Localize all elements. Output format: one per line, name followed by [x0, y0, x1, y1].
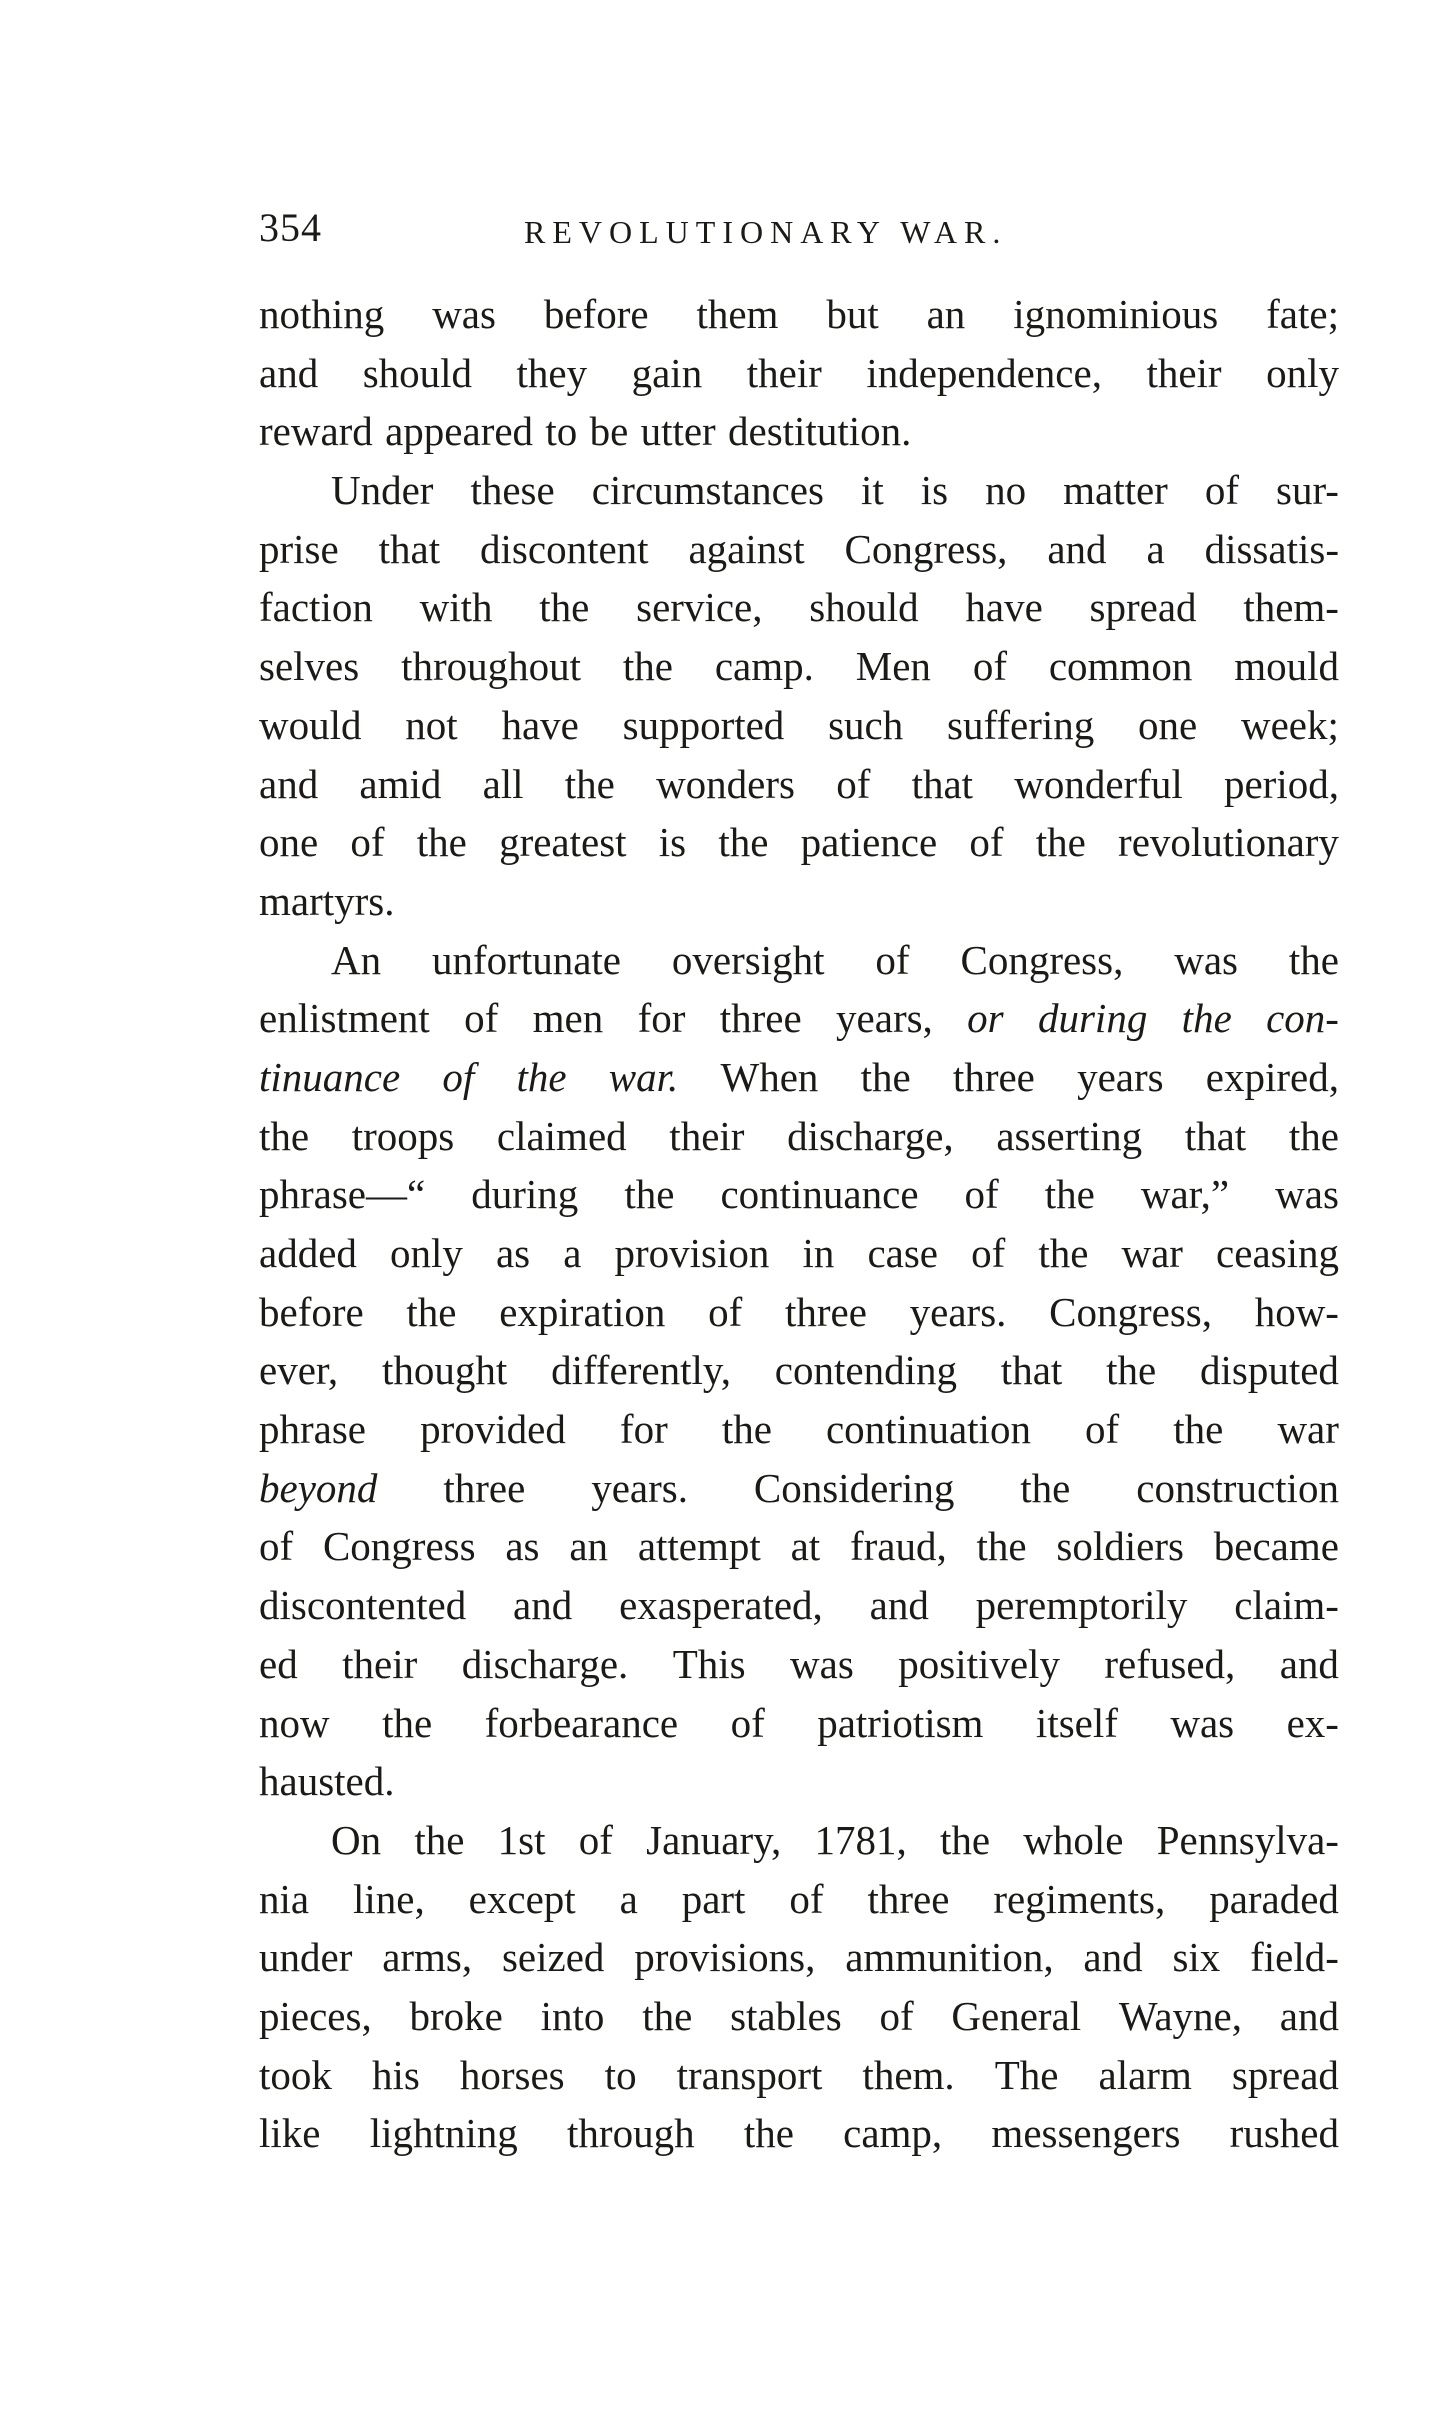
word: the — [1106, 1347, 1157, 1394]
word: wonders — [656, 760, 795, 807]
word: the — [564, 760, 615, 807]
italic-word: war. — [608, 1053, 679, 1100]
word: of — [1204, 467, 1239, 514]
text-line — [259, 696, 1339, 755]
word: of — [875, 936, 910, 983]
word: transport — [676, 2051, 823, 2098]
page-number: 354 — [259, 205, 322, 250]
word: claim- — [1234, 1582, 1339, 1629]
word: of — [964, 1171, 999, 1218]
word: attempt — [637, 1523, 761, 1570]
word: in — [802, 1230, 835, 1276]
word: their — [746, 349, 822, 396]
word: part — [681, 1875, 746, 1922]
word: at — [790, 1523, 821, 1570]
word: the — [1020, 1464, 1071, 1511]
word: of — [464, 995, 499, 1042]
text-line — [259, 1400, 1339, 1459]
word: that — [911, 760, 974, 807]
word: as — [495, 1230, 531, 1276]
word: men — [532, 995, 604, 1042]
word: should — [362, 349, 473, 396]
word: suffering — [947, 701, 1095, 748]
italic-word: or — [967, 995, 1004, 1042]
word: not — [405, 701, 458, 748]
word: ever, — [259, 1347, 339, 1394]
word: arms, — [382, 1934, 473, 1981]
word: six — [1172, 1934, 1221, 1981]
word: is — [658, 819, 687, 866]
text-line — [259, 1752, 1339, 1811]
word: the — [642, 1992, 693, 2039]
word: ammunition, — [845, 1934, 1054, 1981]
word: Men — [855, 643, 931, 690]
text-line — [259, 2104, 1339, 2163]
word: nia — [259, 1875, 310, 1922]
word: into — [540, 1992, 605, 2039]
word: reward — [259, 408, 373, 455]
word: now — [259, 1699, 330, 1746]
word: sur- — [1276, 467, 1339, 514]
word: of — [836, 760, 871, 807]
page-header — [259, 198, 1339, 258]
word: three — [867, 1875, 950, 1922]
word: asserting — [996, 1112, 1143, 1159]
word: exasperated, — [619, 1582, 823, 1629]
word: gain — [631, 349, 703, 396]
word: of — [730, 1699, 765, 1746]
word: thought — [381, 1347, 508, 1394]
word: the — [721, 1406, 772, 1453]
italic-word: the — [1181, 995, 1232, 1042]
word: period, — [1223, 760, 1339, 807]
word: of — [879, 1992, 914, 2039]
word: stables — [730, 1992, 842, 2039]
word: phrase — [259, 1406, 367, 1453]
word: the — [743, 2110, 794, 2157]
italic-word: con- — [1266, 995, 1339, 1042]
word: throughout — [401, 643, 582, 690]
word: itself — [1035, 1699, 1118, 1746]
word: an — [569, 1523, 609, 1570]
word: camp. — [714, 643, 814, 690]
word: of — [578, 1816, 613, 1863]
word: of — [350, 819, 385, 866]
word: pieces, — [259, 1992, 372, 2039]
text-line — [259, 461, 1339, 520]
word: fate; — [1266, 291, 1339, 337]
word: to — [604, 2051, 637, 2098]
text-line — [259, 637, 1339, 696]
text-line — [259, 1576, 1339, 1635]
word: supported — [622, 701, 785, 748]
italic-word: tinuance — [259, 1053, 401, 1100]
text-line — [259, 1107, 1339, 1166]
text-line — [259, 1811, 1339, 1870]
text-line — [259, 1459, 1339, 1518]
word: discontent — [480, 525, 649, 572]
text-line — [259, 344, 1339, 403]
word: mould — [1234, 643, 1339, 690]
word: claimed — [496, 1112, 627, 1159]
word: Considering — [753, 1464, 955, 1511]
word: patience — [800, 819, 938, 866]
word: their — [342, 1640, 418, 1687]
word: continuation — [825, 1406, 1031, 1453]
word: would — [259, 701, 362, 748]
word: appeared — [385, 408, 534, 455]
word: three — [719, 995, 802, 1042]
word: spread — [1231, 2051, 1339, 2098]
word: discharge, — [787, 1112, 954, 1159]
italic-word: during — [1037, 995, 1148, 1042]
word: ex- — [1286, 1699, 1339, 1746]
word: prise — [259, 525, 339, 572]
word: revolutionary — [1118, 819, 1339, 866]
word: forbearance — [484, 1699, 679, 1746]
word: provision — [614, 1230, 770, 1276]
word: nothing — [259, 291, 385, 337]
word: paraded — [1209, 1875, 1339, 1922]
word: the — [1173, 1406, 1224, 1453]
word: the — [1044, 1171, 1095, 1218]
word: these — [470, 467, 555, 514]
text-line — [259, 1517, 1339, 1576]
word: how- — [1254, 1288, 1339, 1335]
word: the — [1038, 1230, 1089, 1276]
text-line — [259, 1048, 1339, 1107]
word: against — [688, 525, 805, 572]
word: was — [790, 1640, 854, 1687]
word: When — [720, 1053, 819, 1100]
word: hausted. — [259, 1758, 395, 1805]
word: patriotism — [817, 1699, 984, 1746]
word: war — [1121, 1230, 1183, 1276]
word: January, — [646, 1816, 782, 1863]
word: before — [259, 1288, 364, 1335]
word: This — [672, 1640, 746, 1687]
word: seized — [501, 1934, 605, 1981]
word: Under — [331, 467, 434, 514]
text-line — [259, 931, 1339, 990]
word: through — [567, 2110, 695, 2157]
text-line — [259, 520, 1339, 579]
text-line — [259, 402, 1339, 461]
word: be — [589, 408, 629, 455]
word: of — [1085, 1406, 1120, 1453]
word: field- — [1250, 1934, 1339, 1981]
word: them- — [1243, 584, 1339, 631]
word: it — [860, 467, 884, 514]
word: service, — [636, 584, 763, 631]
word: the — [718, 819, 769, 866]
word: of — [259, 1523, 294, 1570]
text-line — [259, 1694, 1339, 1753]
word: that — [1000, 1347, 1063, 1394]
word: of — [708, 1288, 743, 1335]
word: spread — [1089, 584, 1197, 631]
word: ed — [259, 1640, 298, 1687]
word: positively — [898, 1640, 1060, 1687]
word: such — [828, 701, 904, 748]
word: lightning — [369, 2110, 518, 2157]
word: three — [952, 1053, 1035, 1100]
word: them. — [862, 2051, 955, 2098]
text-line — [259, 1987, 1339, 2046]
text-line — [259, 755, 1339, 814]
running-head: REVOLUTIONARY WAR. — [524, 214, 1008, 250]
word: was — [1170, 1699, 1235, 1746]
word: discharge. — [461, 1640, 629, 1687]
word: that — [1184, 1112, 1247, 1159]
word: should — [809, 584, 919, 631]
word: the — [860, 1053, 911, 1100]
word: Pennsylva- — [1156, 1816, 1339, 1863]
word: Wayne, — [1118, 1992, 1242, 2039]
word: a — [563, 1230, 582, 1276]
word: selves — [259, 643, 360, 690]
word: rushed — [1229, 2110, 1339, 2157]
word: the — [259, 1112, 310, 1159]
word: peremptorily — [975, 1582, 1188, 1629]
word: years. — [909, 1288, 1007, 1335]
text-line — [259, 872, 1339, 931]
word: of — [971, 1230, 1006, 1276]
word: and — [513, 1582, 573, 1629]
word: Congress — [322, 1523, 476, 1570]
word: years — [1077, 1053, 1164, 1100]
word: that — [378, 525, 441, 572]
word: the — [624, 1171, 675, 1218]
word: wonderful — [1014, 760, 1183, 807]
word: years. — [591, 1464, 688, 1511]
word: no — [985, 467, 1027, 514]
word: and — [1083, 1934, 1143, 1981]
word: except — [468, 1875, 576, 1922]
word: an — [926, 291, 966, 337]
text-line — [259, 1635, 1339, 1694]
word: war — [1277, 1406, 1339, 1453]
word: refused, — [1104, 1640, 1236, 1687]
word: to — [545, 408, 578, 455]
italic-word: beyond — [259, 1464, 378, 1511]
word: only — [1266, 349, 1339, 396]
word: oversight — [671, 936, 825, 983]
word: enlistment — [259, 995, 430, 1042]
italic-word: the — [516, 1053, 567, 1100]
word: regiments, — [993, 1875, 1166, 1922]
word: is — [920, 467, 949, 514]
word: alarm — [1098, 2051, 1192, 2098]
word: whole — [1023, 1816, 1124, 1863]
word: a — [619, 1875, 638, 1922]
word: the — [1035, 819, 1086, 866]
word: discontented — [259, 1582, 467, 1629]
word: only — [389, 1230, 463, 1276]
word: construction — [1136, 1464, 1339, 1511]
word: three — [443, 1464, 526, 1511]
word: have — [501, 701, 579, 748]
word: with — [419, 584, 493, 631]
word: of — [969, 819, 1004, 866]
word: as — [505, 1523, 540, 1570]
word: their — [1146, 349, 1222, 396]
word: like — [259, 2110, 321, 2157]
italic-word: of — [442, 1053, 475, 1100]
text-line — [259, 285, 1339, 344]
word: greatest — [499, 819, 627, 866]
word: provisions, — [634, 1934, 816, 1981]
word: General — [951, 1992, 1082, 2039]
word: messengers — [991, 2110, 1181, 2157]
word: all — [482, 760, 524, 807]
word: case — [867, 1230, 939, 1276]
word: contending — [774, 1347, 957, 1394]
word: one — [259, 819, 319, 866]
word: Congress, — [844, 525, 1008, 572]
word: of — [789, 1875, 824, 1922]
word: amid — [359, 760, 442, 807]
text-line — [259, 1341, 1339, 1400]
text-line — [259, 813, 1339, 872]
word: the — [406, 1288, 457, 1335]
word: soldiers — [1056, 1523, 1184, 1570]
word: common — [1048, 643, 1193, 690]
word: disputed — [1200, 1347, 1339, 1394]
text-line — [259, 1224, 1339, 1283]
word: troops — [351, 1112, 455, 1159]
body-text — [259, 285, 1339, 2163]
word: Congress, — [960, 936, 1124, 983]
word: and — [259, 760, 319, 807]
word: war,” — [1140, 1171, 1230, 1218]
text-line — [259, 578, 1339, 637]
word: line, — [353, 1875, 425, 1922]
word: and — [1279, 1992, 1339, 2039]
word: of — [972, 643, 1007, 690]
word: differently, — [551, 1347, 731, 1394]
word: utter — [640, 408, 716, 455]
text-line — [259, 989, 1339, 1048]
word: 1781, — [814, 1816, 907, 1863]
word: unfortunate — [432, 936, 621, 983]
word: a — [1146, 525, 1165, 572]
word: the — [939, 1816, 991, 1863]
word: and — [259, 349, 319, 396]
word: destitution. — [728, 408, 912, 455]
word: his — [371, 2051, 420, 2098]
word: became — [1213, 1523, 1339, 1570]
word: matter — [1063, 467, 1168, 514]
word: and — [869, 1582, 929, 1629]
text-line — [259, 1283, 1339, 1342]
word: during — [471, 1171, 579, 1218]
word: horses — [459, 2051, 565, 2098]
word: broke — [409, 1992, 503, 2039]
word: under — [259, 1934, 353, 1981]
word: the — [414, 1816, 465, 1863]
word: Congress, — [1049, 1288, 1212, 1335]
word: fraud, — [849, 1523, 947, 1570]
word: years, — [836, 995, 933, 1042]
word: and — [1279, 1640, 1339, 1687]
word: circumstances — [591, 467, 824, 514]
word: one — [1138, 701, 1198, 748]
word: the — [976, 1523, 1027, 1570]
word: their — [669, 1112, 745, 1159]
word: the — [1288, 936, 1339, 983]
word: the — [1288, 1112, 1339, 1159]
word: the — [416, 819, 467, 866]
word: they — [516, 349, 588, 396]
word: have — [965, 584, 1043, 631]
word: was — [432, 291, 496, 337]
text-line — [259, 1165, 1339, 1224]
word: for — [637, 995, 686, 1042]
text-line — [259, 1928, 1339, 1987]
text-line — [259, 2046, 1339, 2105]
word: dissatis- — [1204, 525, 1339, 572]
word: independence, — [866, 349, 1102, 396]
word: the — [539, 584, 590, 631]
word: ignominious — [1013, 291, 1219, 337]
word: took — [259, 2051, 332, 2098]
word: continuance — [720, 1171, 919, 1218]
word: martyrs. — [259, 877, 395, 924]
word: the — [382, 1699, 433, 1746]
word: but — [826, 291, 879, 337]
word: three — [785, 1288, 867, 1335]
word: expired, — [1205, 1053, 1339, 1100]
word: the — [622, 643, 673, 690]
word: expiration — [499, 1288, 666, 1335]
word: week; — [1241, 701, 1339, 748]
word: was — [1275, 1171, 1339, 1218]
word: The — [994, 2051, 1059, 2098]
word: and — [1047, 525, 1107, 572]
word: was — [1174, 936, 1238, 983]
text-line — [259, 1870, 1339, 1929]
word: added — [259, 1230, 357, 1276]
word: ceasing — [1216, 1230, 1339, 1276]
word: On — [331, 1816, 382, 1863]
word: provided — [420, 1406, 566, 1453]
word: for — [619, 1406, 668, 1453]
word: 1st — [497, 1816, 546, 1863]
word: camp, — [843, 2110, 943, 2157]
word: phrase—“ — [259, 1171, 426, 1218]
word: An — [331, 936, 382, 983]
word: them — [696, 291, 779, 337]
word: before — [543, 291, 649, 337]
word: faction — [259, 584, 373, 631]
